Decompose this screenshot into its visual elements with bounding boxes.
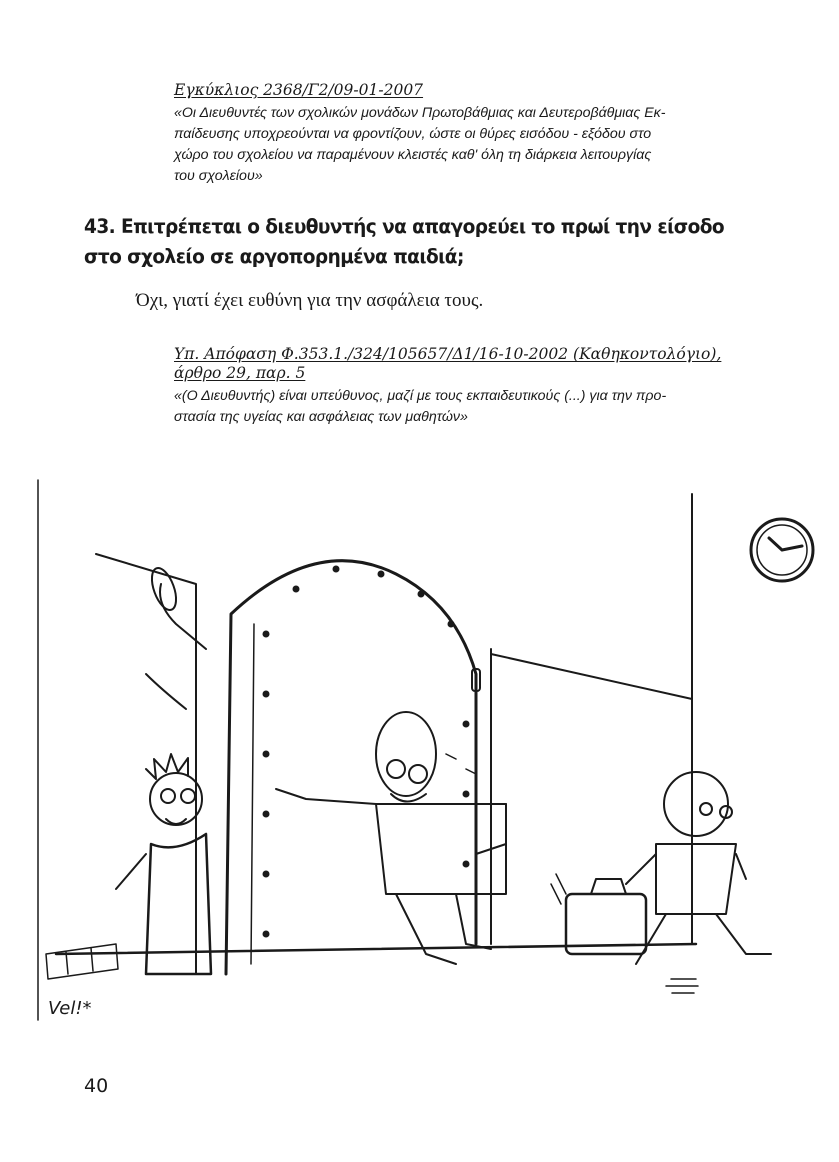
brick-wall-icon	[46, 944, 118, 979]
citation-ministerial-decision	[174, 345, 758, 428]
quote-line: «Οι Διευθυντές των σχολικών μονάδων Πρωτοβάθμιας και Δευτεροβάθμιας Εκ-	[174, 105, 666, 121]
quote-line: του σχολείου»	[174, 168, 263, 184]
cartoon-illustration	[36, 474, 832, 1034]
citation-quote	[174, 386, 758, 428]
quote-line: στασία της υγείας και ασφάλειας των μαθητών»	[174, 409, 468, 425]
quote-line: παίδευσης υποχρεούνται να φροντίζουν, ώστε οι θύρες εισόδου - εξόδου στο	[174, 126, 652, 142]
question-line: 43. Επιτρέπεται ο διευθυντής να απαγορεύει το πρωί την είσοδο	[84, 215, 725, 238]
illustrator-signature: Vel!*	[48, 998, 92, 1019]
answer-text: Όχι, γιατί έχει ευθύνη για την ασφάλεια τους.	[136, 290, 484, 311]
speed-lines-icon	[666, 979, 698, 993]
citation-title-line: άρθρο 29, παρ. 5	[174, 364, 306, 382]
door-frame	[96, 554, 196, 974]
ground-line	[56, 944, 696, 954]
citation-title: Εγκύκλιος 2368/Γ2/09-01-2007	[174, 81, 424, 99]
quote-line: «(Ο Διευθυντής) είναι υπεύθυνος, μαζί με τους εκπαιδευτικούς (...) για την προ-	[174, 388, 667, 404]
citation-title	[174, 345, 758, 383]
quote-line: χώρο του σχολείου να παραμένουν κλειστές καθ' όλη τη διάρκεια λειτουργίας	[174, 147, 652, 163]
wall-clock-icon	[751, 519, 813, 581]
wall-top-line	[491, 654, 692, 699]
principal-figure	[276, 712, 506, 964]
page-number: 40	[84, 1075, 109, 1097]
running-student-figure	[626, 772, 771, 964]
citation-quote	[174, 103, 758, 187]
citation-circular	[174, 81, 758, 187]
citation-title-line: Υπ. Απόφαση Φ.353.1./324/105657/Δ1/16-10-2002 (Καθηκοντολόγιο),	[174, 345, 722, 363]
question-line: στο σχολείο σε αργοπορημένα παιδιά;	[84, 245, 464, 268]
school-gate-icon	[226, 561, 480, 974]
question-heading	[84, 212, 730, 272]
briefcase-icon	[551, 874, 646, 954]
